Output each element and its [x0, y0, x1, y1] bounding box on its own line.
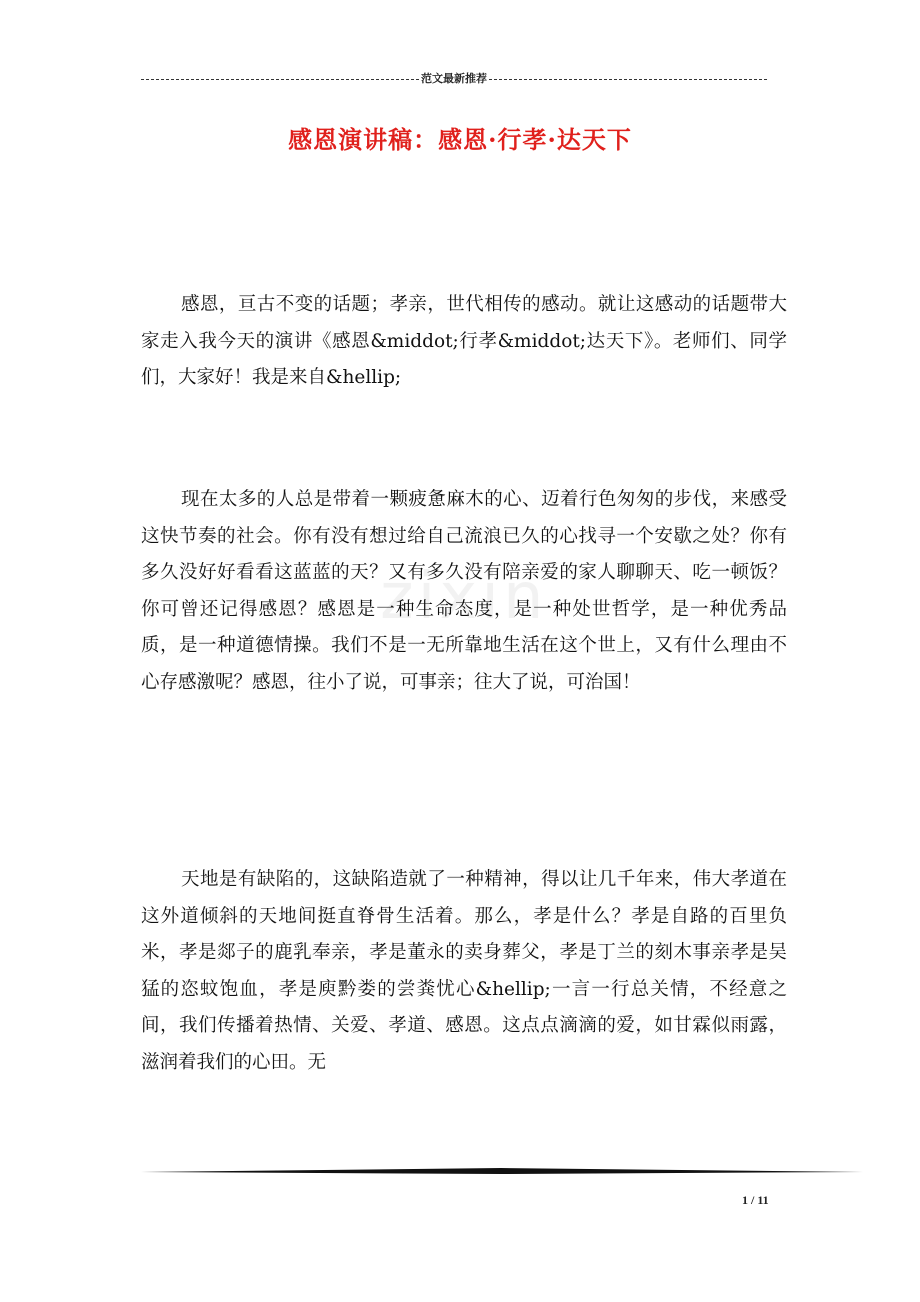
- header-dash-left: [141, 79, 419, 80]
- watermark: zixin: [380, 560, 548, 634]
- document-title: 感恩演讲稿：感恩·行孝·达天下: [288, 125, 632, 154]
- footer-rule: [141, 1164, 863, 1178]
- header-dash-right: [489, 79, 767, 80]
- page-number: 1 / 11: [742, 1193, 769, 1207]
- header-rule: [141, 68, 767, 88]
- paragraph-1: 感恩，亘古不变的话题；孝亲，世代相传的感动。就让这感动的话题带大家走入我今天的演讲《感恩&middot;行孝&middot;达天下》。老师们、同学们，大家好！我是来自&hellip;: [141, 294, 787, 389]
- paragraph-2: 现在太多的人总是带着一颗疲惫麻木的心、迈着行色匆匆的步伐，来感受这快节奏的社会。你有没有想过给自己流浪已久的心找寻一个安歇之处？你有多久没好好看看这蓝蓝的天？又有多久没有陪亲爱的家人聊聊天、吃一顿饭？你可曾还记得感恩？感恩是一种生命态度，是一种处世哲学，是一种优秀品质，是一种道德情操。我们不是一无所靠地生活在这个世上，又有什么理由不心存感激呢？感恩，往小了说，可事亲；往大了说，可治国！: [141, 489, 787, 693]
- header-label: 范文最新推荐: [421, 72, 487, 85]
- paragraph-3: 天地是有缺陷的，这缺陷造就了一种精神，得以让几千年来，伟大孝道在这外道倾斜的天地间挺直脊骨生活着。那么，孝是什么？孝是自路的百里负米，孝是郯子的鹿乳奉亲，孝是董永的卖身葬父，孝是丁兰的刻木事亲孝是吴猛的恣蚊饱血，孝是庾黔娄的尝粪忧心&hellip;一言一行总关情，不经意之间，我们传播着热情、关爱、孝道、感恩。这点点滴滴的爱，如甘霖似雨露，滋润着我们的心田。无: [141, 869, 787, 1073]
